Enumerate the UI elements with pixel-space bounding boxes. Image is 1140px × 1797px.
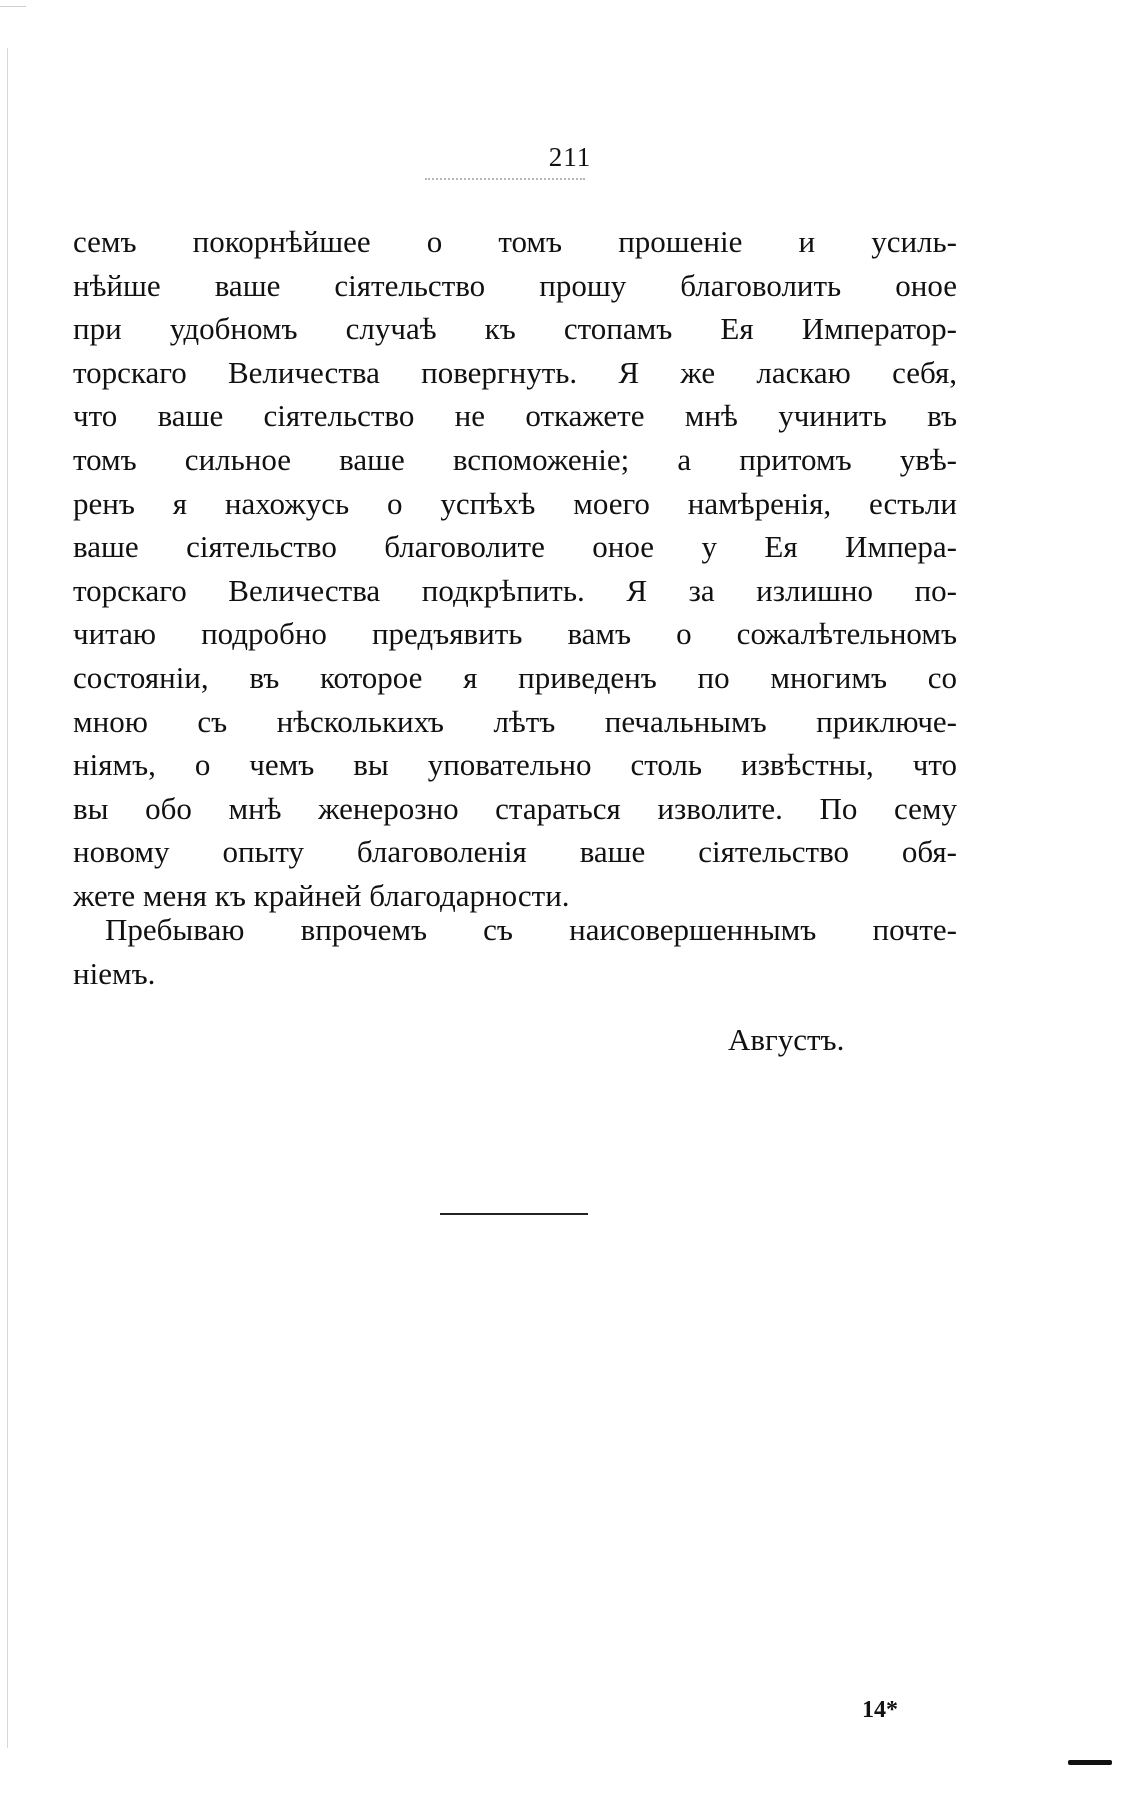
printer-signature-mark: 14* xyxy=(862,1697,898,1723)
closing-line: Пребываю впрочемъ съ наисовершеннымъ почте- xyxy=(105,912,957,947)
text-line: торскаго Величества повергнуть. Я же ласкаю себя, xyxy=(73,354,957,390)
text-line: состояніи, въ которое я приведенъ по многимъ со xyxy=(73,659,957,695)
section-divider xyxy=(440,1213,588,1215)
letter-body xyxy=(73,220,957,918)
text-line: ніямъ, о чемъ вы уповательно столь извѣстны, что xyxy=(73,747,957,783)
text-line: нѣйше ваше сіятельство прошу благоволить оное xyxy=(73,267,957,303)
text-line: что ваше сіятельство не откажете мнѣ учинить въ xyxy=(73,398,957,434)
text-line: при удобномъ случаѣ къ стопамъ Ея Император- xyxy=(73,311,957,347)
text-line: новому опыту благоволенія ваше сіятельство обя- xyxy=(73,834,957,870)
scan-margin-rule xyxy=(7,48,8,1748)
text-line: читаю подробно предъявить вамъ о сожалѣтельномъ xyxy=(73,616,957,652)
text-line: томъ сильное ваше вспоможеніе; а притомъ увѣ- xyxy=(73,441,957,477)
closing-paragraph xyxy=(73,908,957,995)
scan-edge-mark xyxy=(1068,1760,1112,1765)
page-number: 211 xyxy=(548,142,592,172)
text-line: вы обо мнѣ женерозно стараться изволите. По сему xyxy=(73,790,957,826)
text-line: ренъ я нахожусь о успѣхѣ моего намѣренія, естьли xyxy=(73,485,957,521)
text-line: мною съ нѣсколькихъ лѣтъ печальнымъ приключе- xyxy=(73,703,957,739)
text-line: ваше сіятельство благоволите оное у Ея Импера- xyxy=(73,529,957,565)
closing-line: ніемъ. xyxy=(73,955,156,991)
text-line: семъ покорнѣйшее о томъ прошеніе и усиль- xyxy=(73,224,957,259)
text-line: жете меня къ крайней благодарности. xyxy=(73,877,570,913)
scan-corner-mark xyxy=(0,6,26,7)
signature: Августъ. xyxy=(728,1022,845,1057)
text-line: торскаго Величества подкрѣпить. Я за излишно по- xyxy=(73,572,957,608)
header-ornament xyxy=(425,178,585,188)
